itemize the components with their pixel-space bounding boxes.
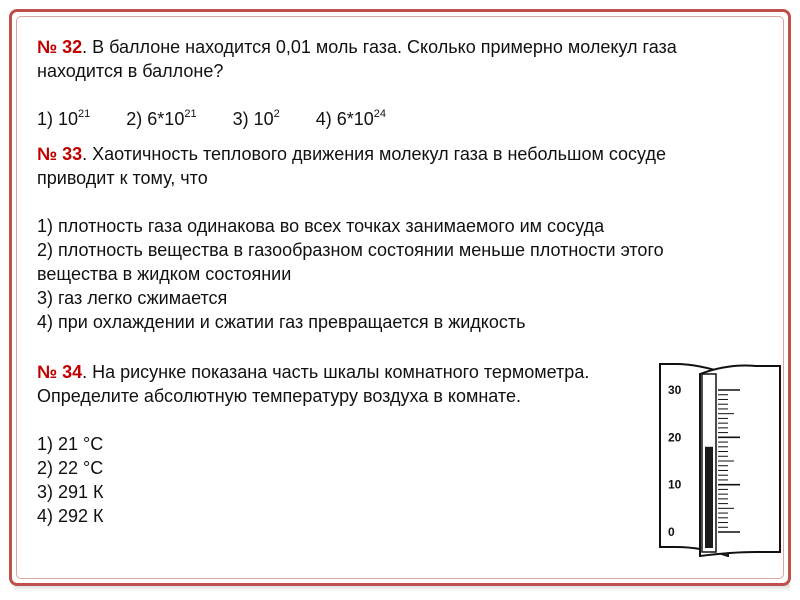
question-34-text-line1: № 34. На рисунке показана часть шкалы комнатного термометра.	[37, 362, 590, 382]
question-32-text-line2: находится в баллоне?	[37, 61, 224, 81]
scale-label: 10	[668, 477, 682, 492]
thermometer-figure	[656, 362, 784, 557]
answer-option: 2) $6*10^{21}$	[126, 108, 197, 129]
answer-option: 4) 292 К	[37, 506, 104, 526]
thermometer-liquid	[705, 447, 713, 548]
answer-option: 3) 291 К	[37, 482, 104, 502]
answer-option: 2) 22 °С	[37, 458, 104, 478]
answer-option: 1) $10^{21}$	[37, 108, 91, 129]
question-33-text-line2: приводит к тому, что	[37, 168, 208, 188]
question-34-number: № 34	[37, 362, 83, 382]
scale-label: 30	[668, 383, 682, 397]
question-33-number: № 33	[37, 144, 83, 164]
answer-option: 2) плотность вещества в газообразном состоянии меньше плотности этого	[37, 240, 664, 260]
answer-option: 3) $10^2$	[232, 108, 280, 129]
question-32	[37, 35, 677, 131]
question-32-text-line1: № 32. В баллоне находится 0,01 моль газа. Сколько примерно молекул газа	[37, 37, 677, 57]
scale-label: 20	[668, 430, 682, 445]
answer-option: 1) плотность газа одинакова во всех точках занимаемого им сосуда	[37, 216, 605, 236]
answer-option: 4) $6*10^{24}$	[315, 108, 387, 129]
question-34	[37, 360, 589, 528]
question-32-answers	[37, 107, 677, 131]
question-34-text-line2: Определите абсолютную температуру воздуха в комнате.	[37, 386, 521, 406]
question-33-text-line1: № 33. Хаотичность теплового движения молекул газа в небольшом сосуде	[37, 144, 666, 164]
answer-option: 3) газ легко сжимается	[37, 288, 228, 308]
question-33	[37, 142, 666, 334]
answer-option: 1) 21 °С	[37, 434, 104, 454]
scale-label: 0	[668, 525, 675, 539]
answer-option: 4) при охлаждении и сжатии газ превращается в жидкость	[37, 312, 526, 332]
question-32-number: № 32	[37, 37, 83, 57]
answer-option-continuation: вещества в жидком состоянии	[37, 264, 292, 284]
